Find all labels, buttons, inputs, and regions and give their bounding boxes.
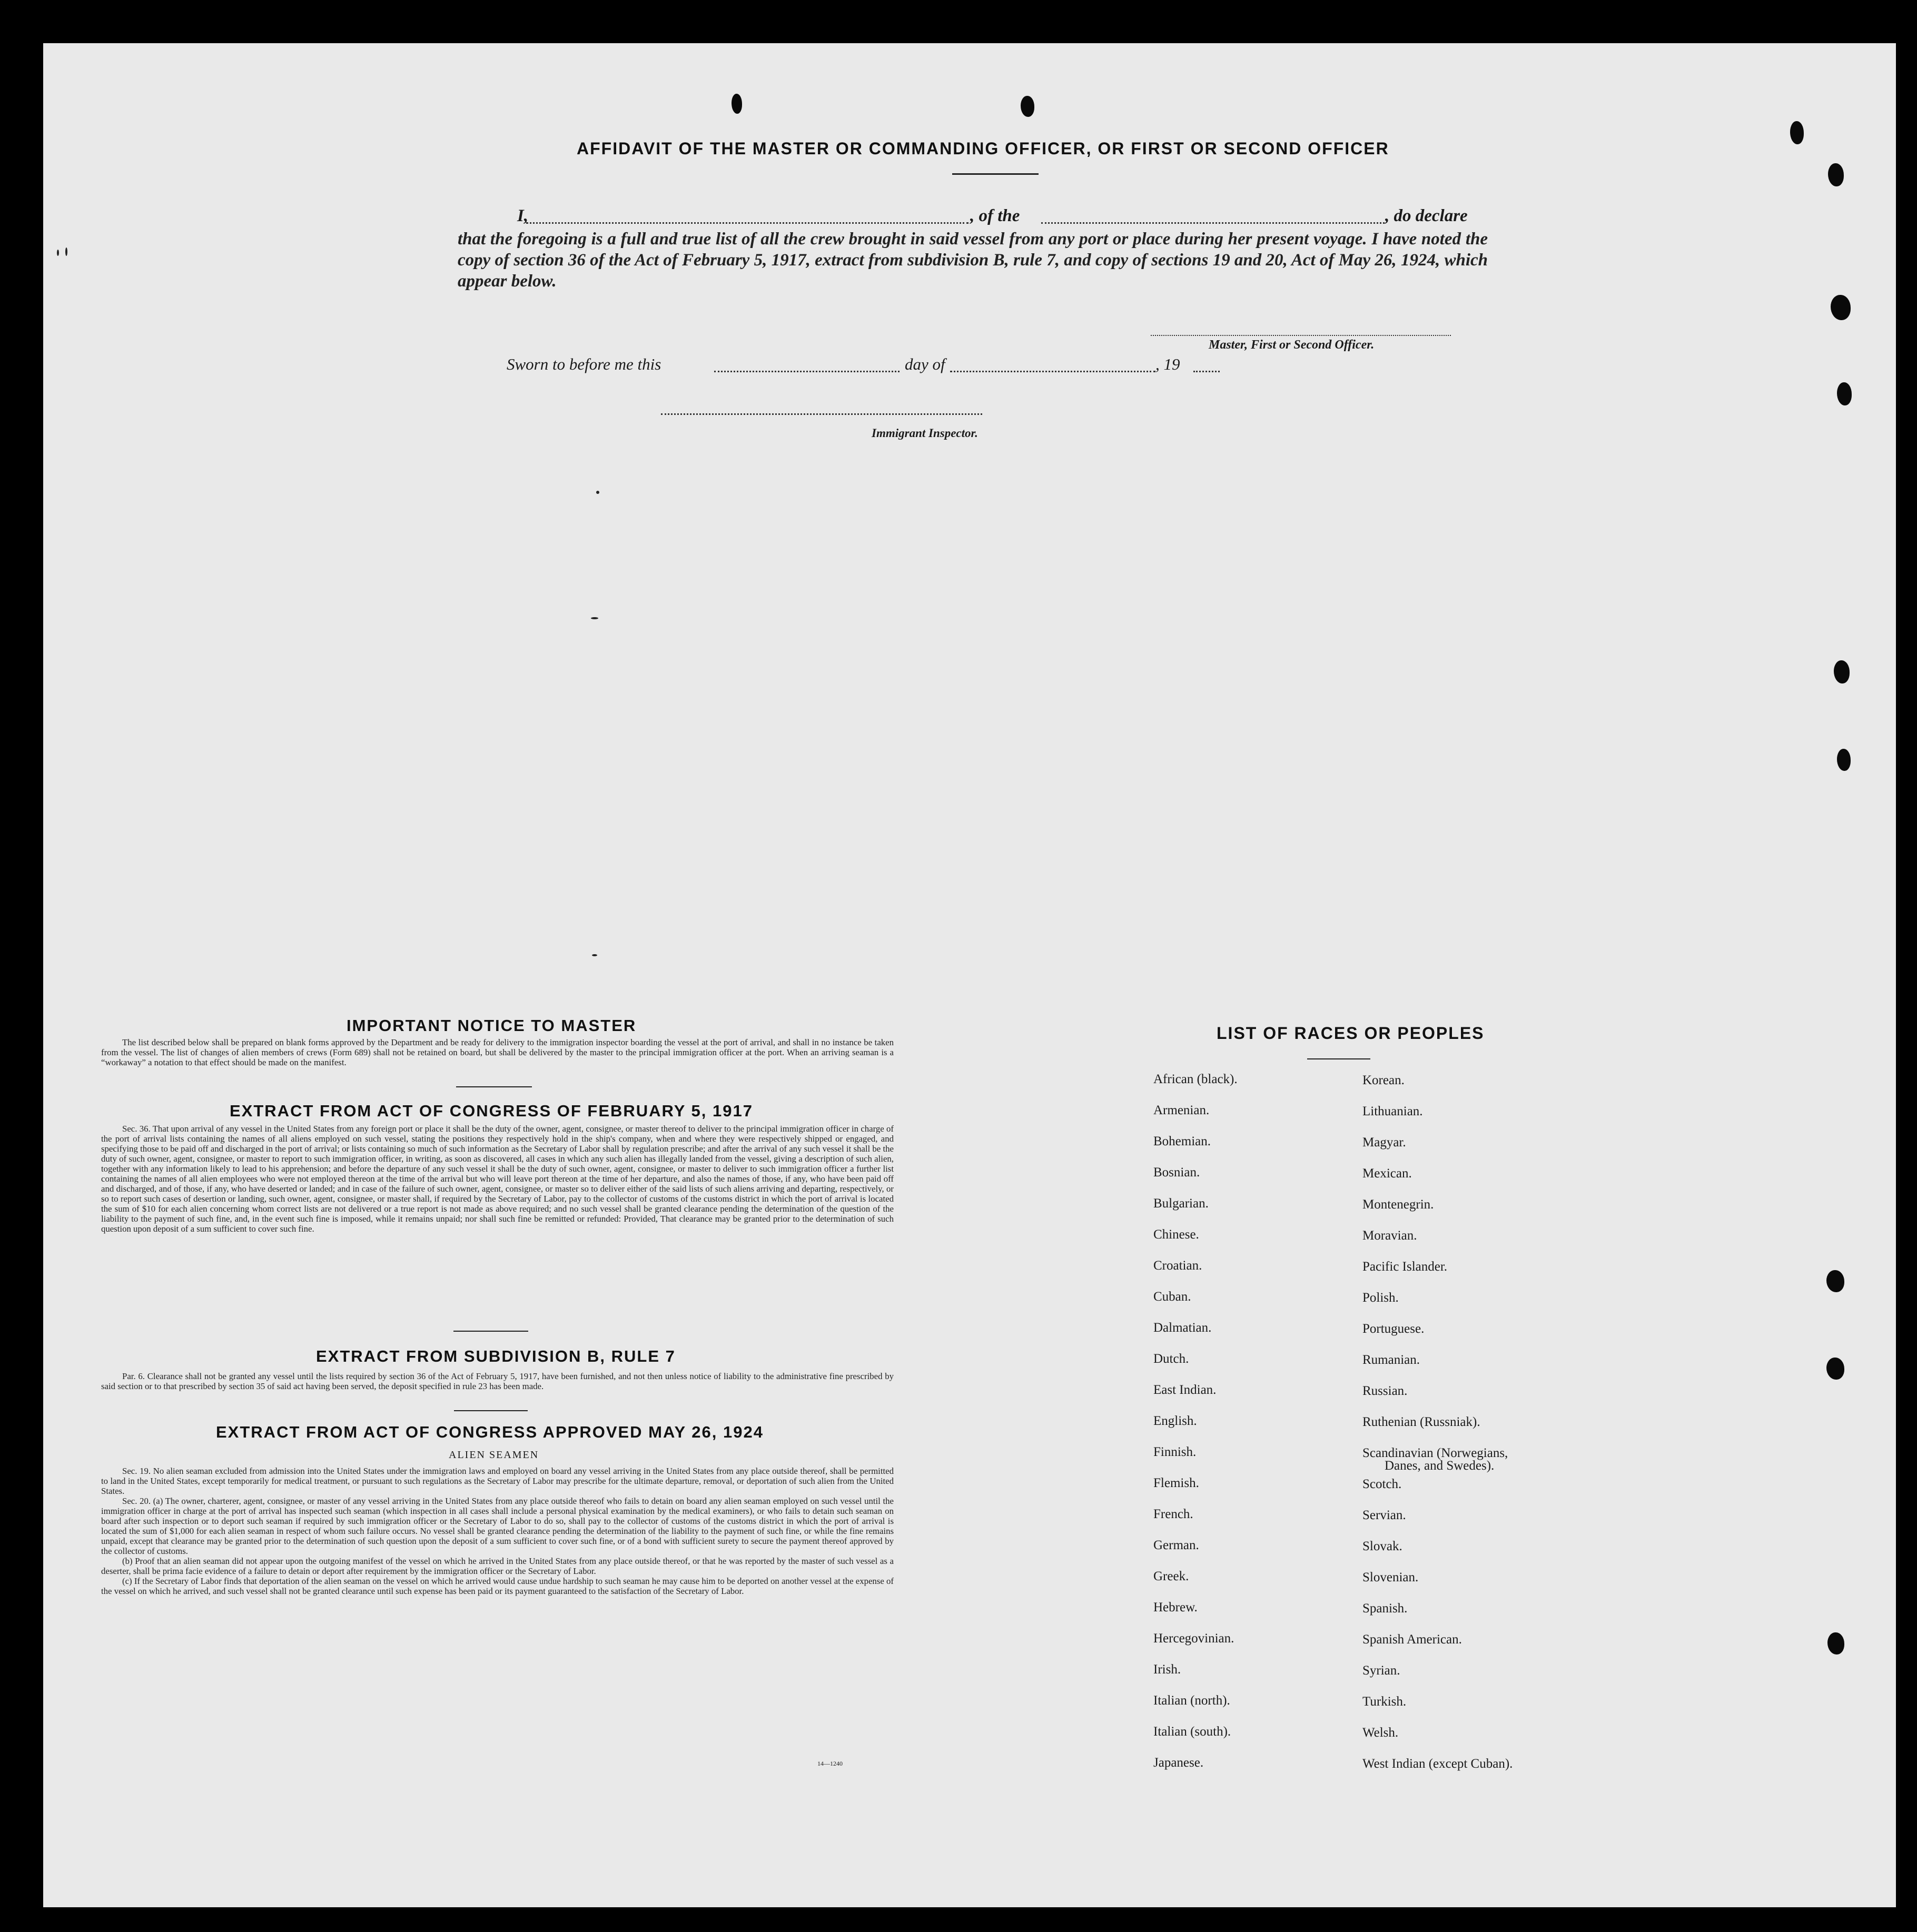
race-item: African (black). bbox=[1153, 1072, 1238, 1086]
race-item: Welsh. bbox=[1362, 1726, 1399, 1740]
sec-20c-paragraph: (c) If the Secretary of Labor finds that deportation of the alien seaman on the vessel on which he arrived would cause undue hardship to such seaman he may cause him to be deported on another vessel at the expense of the vessel on which he arrived, and such vessel shall not be granted clearance until such expense has been paid or its payment guaranteed to the satisfaction of the Secretary of Labor. bbox=[101, 1576, 894, 1596]
race-item: Irish. bbox=[1153, 1662, 1181, 1677]
race-item-continuation: Danes, and Swedes). bbox=[1385, 1459, 1495, 1473]
race-item: Korean. bbox=[1362, 1073, 1405, 1087]
race-item: Pacific Islander. bbox=[1362, 1260, 1448, 1274]
race-item: Italian (south). bbox=[1153, 1725, 1231, 1739]
race-item: Armenian. bbox=[1153, 1103, 1210, 1117]
race-item: Japanese. bbox=[1153, 1756, 1204, 1770]
punch-hole-right-3 bbox=[1831, 295, 1851, 320]
race-item: Mexican. bbox=[1362, 1166, 1412, 1181]
race-item: Slovenian. bbox=[1362, 1570, 1419, 1584]
race-item: Syrian. bbox=[1362, 1663, 1400, 1678]
race-item: Finnish. bbox=[1153, 1445, 1197, 1459]
par-6-paragraph: Par. 6. Clearance shall not be granted any vessel until the lists required by section 36 of the Act of February 5, 1917, have been furnished, and not then unless notice of liability to the administrative fine prescribed by said section or to that prescribed by section 35 of said act having been served, the deposit specified in rule 23 has been made. bbox=[101, 1371, 894, 1391]
punch-hole-right-6 bbox=[1837, 749, 1851, 771]
extract-1924-text bbox=[101, 1466, 894, 1596]
race-item: Scotch. bbox=[1362, 1477, 1402, 1491]
ink-speck bbox=[65, 247, 67, 256]
affidavit-title-rule bbox=[952, 173, 1039, 175]
race-item: Portuguese. bbox=[1362, 1322, 1425, 1336]
document-page bbox=[43, 43, 1896, 1907]
race-item: Cuban. bbox=[1153, 1290, 1191, 1304]
race-item: Ruthenian (Russniak). bbox=[1362, 1415, 1480, 1429]
affidavit-i: I, bbox=[517, 206, 529, 225]
race-item: Polish. bbox=[1362, 1291, 1399, 1305]
race-item: Slovak. bbox=[1362, 1539, 1402, 1553]
race-item: Croatian. bbox=[1153, 1259, 1202, 1273]
vessel-field[interactable] bbox=[1041, 222, 1385, 224]
affidavit-declare: , do declare bbox=[1385, 206, 1468, 225]
punch-hole-top-left bbox=[732, 94, 742, 114]
punch-hole-right-4 bbox=[1837, 382, 1852, 405]
alien-seamen-subtitle: ALIEN SEAMEN bbox=[449, 1449, 539, 1461]
race-item: Spanish American. bbox=[1362, 1632, 1462, 1647]
subdivision-title: EXTRACT FROM SUBDIVISION B, RULE 7 bbox=[316, 1347, 676, 1365]
race-item: Chinese. bbox=[1153, 1227, 1199, 1242]
sworn-month-field[interactable] bbox=[950, 371, 1155, 372]
sec-20b-paragraph: (b) Proof that an alien seaman did not appear upon the outgoing manifest of the vessel on which he arrived in the United States from any place outside thereof, or that he was reported by the master of such vessel as a deserter, shall be prima facie evidence of a failure to detain or deport after requirement by the immigration officer or the Secretary of Labor. bbox=[101, 1556, 894, 1576]
notice-paragraph: The list described below shall be prepared on blank forms approved by the Department and be ready for delivery to the immigration inspector boarding the vessel at the port of arrival, and shall in no instance be taken from the vessel. The list of changes of alien members of crews (Form 689) shall not be retained on board, but shall be delivered by the master to the principal immigration officer at the port. When an arriving seaman is a “workaway” a notation to that effect should be made on the manifest. bbox=[101, 1037, 894, 1067]
master-signature-label: Master, First or Second Officer. bbox=[1209, 338, 1375, 352]
race-item: Dalmatian. bbox=[1153, 1321, 1212, 1335]
race-item: Bulgarian. bbox=[1153, 1196, 1209, 1211]
punch-hole-right-7 bbox=[1826, 1270, 1844, 1292]
name-field[interactable] bbox=[526, 222, 969, 224]
extract-1917-text bbox=[101, 1124, 894, 1234]
punch-hole-top-center bbox=[1021, 96, 1034, 117]
race-item: Russian. bbox=[1362, 1384, 1408, 1398]
subdivision-rule bbox=[454, 1410, 528, 1411]
sworn-text: Sworn to before me this bbox=[507, 355, 661, 373]
race-item: German. bbox=[1153, 1538, 1199, 1552]
race-item: Montenegrin. bbox=[1362, 1197, 1434, 1212]
inspector-signature-line[interactable] bbox=[661, 413, 982, 415]
extract-1924-title: EXTRACT FROM ACT OF CONGRESS APPROVED MAY 26, 1924 bbox=[216, 1423, 764, 1441]
inspector-label: Immigrant Inspector. bbox=[872, 427, 978, 440]
race-item: English. bbox=[1153, 1414, 1197, 1428]
affidavit-statement: that the foregoing is a full and true list of all the crew brought in said vessel from any port or place during her present voyage. I have noted the copy of section 36 of the Act of February 5, 1917, extract from subdivision B, rule 7, and copy of sections 19 and 20, Act of May 26, 1924, which appear below. bbox=[458, 230, 1488, 291]
race-item: Dutch. bbox=[1153, 1352, 1189, 1366]
notice-title: IMPORTANT NOTICE TO MASTER bbox=[347, 1016, 637, 1035]
extract-1917-rule bbox=[453, 1331, 528, 1332]
sworn-day-field[interactable] bbox=[714, 371, 900, 372]
race-item: Hebrew. bbox=[1153, 1600, 1198, 1614]
master-signature-line[interactable] bbox=[1151, 334, 1451, 336]
race-item: Hercegovinian. bbox=[1153, 1631, 1234, 1646]
race-item: Bosnian. bbox=[1153, 1165, 1200, 1180]
punch-hole-right-5 bbox=[1834, 660, 1850, 683]
races-title: LIST OF RACES OR PEOPLES bbox=[1217, 1024, 1485, 1043]
race-item: Rumanian. bbox=[1362, 1353, 1420, 1367]
sec-19-paragraph: Sec. 19. No alien seaman excluded from admission into the United States under the immigration laws and employed on board any vessel arriving in the United States from any place outside thereof, shall be permitted to land in the United States, except temporarily for medical treatment, or pursuant to such regulations as the Secretary of Labor may prescribe for the ultimate departure, removal, or deportation of such alien from the United States. bbox=[101, 1466, 894, 1496]
race-item: Flemish. bbox=[1153, 1476, 1199, 1490]
year-text: , 19 bbox=[1155, 355, 1180, 373]
race-item: Lithuanian. bbox=[1362, 1104, 1423, 1118]
ink-speck bbox=[592, 954, 597, 956]
race-item: French. bbox=[1153, 1507, 1193, 1521]
punch-hole-right-2 bbox=[1828, 163, 1844, 186]
race-item: East Indian. bbox=[1153, 1383, 1217, 1397]
notice-rule bbox=[456, 1086, 532, 1087]
punch-hole-right-9 bbox=[1827, 1632, 1844, 1654]
sec-20a-paragraph: Sec. 20. (a) The owner, charterer, agent, consignee, or master of any vessel arriving in the United States from any place outside thereof who fails to detain on board any alien seaman employed on such vessel until the immigration officer in charge at the port of arrival has inspected such seaman (which inspection in all cases shall include a personal physical examination by the medical examiners), or who fails to detain such seaman on board after such inspection or to deport such seaman if required by such immigration officer or the Secretary of Labor to do so, shall pay to the collector of customs of the customs district in which the port of arrival is located the sum of $1,000 for each alien seaman in respect of whom such failure occurs. No vessel shall be granted clearance pending the determination of the liability to the payment of such fine, or while the fine remains unpaid, except that clearance may be granted prior to the determination of such question upon the deposit of a sum sufficient to cover such fine, or of a bond with sufficient surety to secure the payment thereof approved by the collector of customs. bbox=[101, 1496, 894, 1556]
race-item: Scandinavian (Norwegians, bbox=[1362, 1446, 1508, 1460]
race-item: Turkish. bbox=[1362, 1695, 1407, 1709]
ink-speck bbox=[596, 491, 599, 494]
extract-1917-title: EXTRACT FROM ACT OF CONGRESS OF FEBRUARY 5, 1917 bbox=[230, 1102, 753, 1120]
ink-speck bbox=[591, 617, 598, 619]
sec-36-paragraph: Sec. 36. That upon arrival of any vessel in the United States from any foreign port or place it shall be the duty of the owner, agent, consignee, or master thereof to deliver to the principal immigration officer in charge of the port of arrival lists containing the names of all aliens employed on such vessel, stating the positions they respectively hold in the ship's company, when and where they were respectively shipped or engaged, and specifying those to be paid off and discharged in the port of arrival; or lists containing so much of such information as the Secretary of Labor shall by regulation prescribe; and after the arrival of any such vessel it shall be the duty of such owner, agent, consignee, or master to report to such immigration officer, in writing, as soon as discovered, all cases in which any such alien has illegally landed from the vessel, giving a description of such alien, together with any information likely to lead to his apprehension; and before the departure of any such vessel it shall be the duty of such owner, agent, consignee, or master to deliver to such immigration officer a further list containing the names of all alien employees who were not employed thereon at the time of the arrival but who will leave port thereon at the time of her departure, and also the names of those, if any, who have been paid off and discharged, and of those, if any, who have deserted or landed; and in case of the failure of such owner, agent, consignee, or master so to deliver either of the said lists of such aliens arriving and departing, respectively, or so to report such cases of desertion or landing, such owner, agent, consignee, or master shall, if required by the Secretary of Labor, pay to the collector of customs of the customs district in which the port of arrival is located the sum of $10 for each alien concerning whom correct lists are not delivered or a true report is not made as above required; and no such vessel shall be granted clearance pending the determination of the question of the liability to the payment of such fine, and, in the event such fine is imposed, while it remains unpaid; nor shall such fine be remitted or refunded: Provided, That clearance may be granted prior to the determination of such question upon deposit of a sum sufficient to cover such fine. bbox=[101, 1124, 894, 1234]
notice-text bbox=[101, 1037, 894, 1067]
affidavit-title: AFFIDAVIT OF THE MASTER OR COMMANDING OFFICER, OR FIRST OR SECOND OFFICER bbox=[577, 139, 1389, 158]
race-item: West Indian (except Cuban). bbox=[1362, 1757, 1513, 1771]
punch-hole-right-1 bbox=[1790, 121, 1804, 144]
punch-hole-right-8 bbox=[1826, 1358, 1844, 1380]
race-item: Magyar. bbox=[1362, 1135, 1406, 1150]
sworn-year-field[interactable] bbox=[1193, 371, 1220, 372]
race-item: Italian (north). bbox=[1153, 1693, 1230, 1708]
race-item: Greek. bbox=[1153, 1569, 1189, 1583]
affidavit-of-the: , of the bbox=[970, 206, 1020, 225]
race-item: Spanish. bbox=[1362, 1601, 1408, 1616]
race-item: Moravian. bbox=[1362, 1228, 1417, 1243]
race-item: Bohemian. bbox=[1153, 1134, 1211, 1148]
day-of-text: day of bbox=[905, 355, 945, 373]
subdivision-text bbox=[101, 1371, 894, 1391]
ink-speck bbox=[57, 250, 59, 256]
races-rule bbox=[1307, 1058, 1370, 1059]
race-item: Servian. bbox=[1362, 1508, 1406, 1522]
form-number: 14—1240 bbox=[817, 1760, 843, 1767]
